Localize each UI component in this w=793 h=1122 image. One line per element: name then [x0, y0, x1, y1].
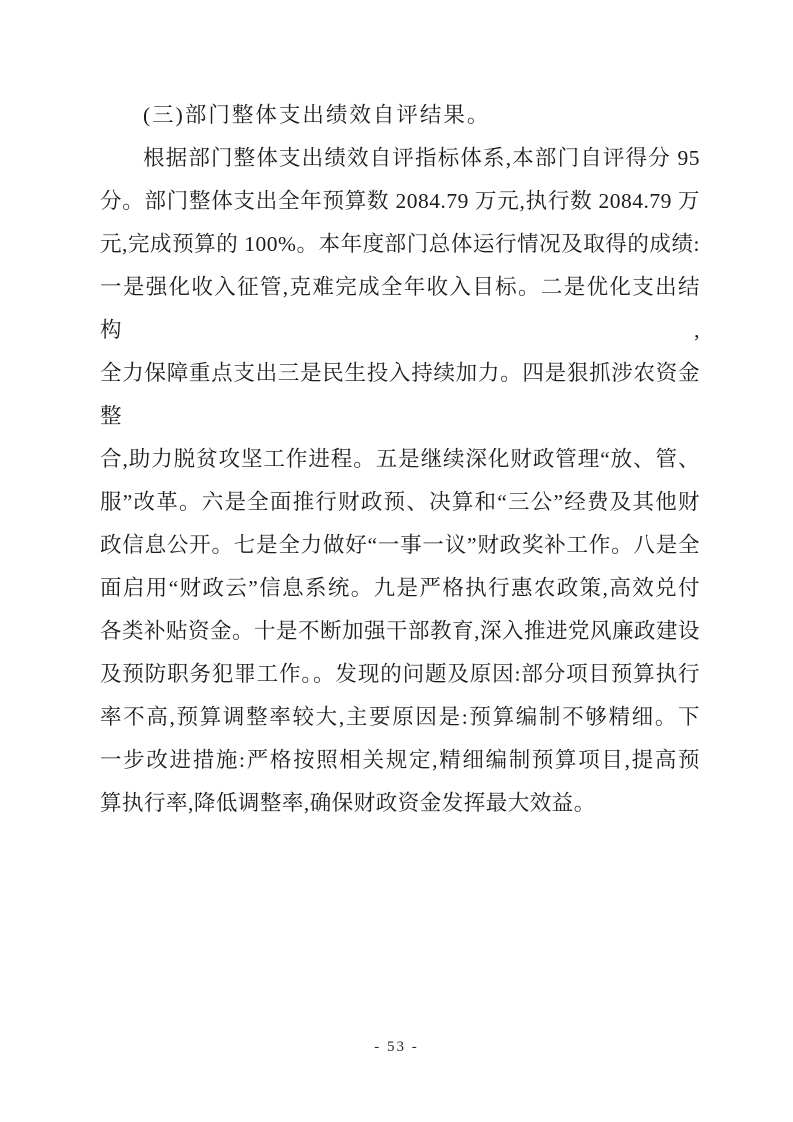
body-line: 元,完成预算的 100%。本年度部门总体运行情况及取得的成绩:	[100, 232, 700, 256]
body-line: 率不高,预算调整率较大,主要原因是:预算编制不够精细。下	[100, 705, 700, 729]
body-line: 面启用“财政云”信息系统。九是严格执行惠农政策,高效兑付	[100, 576, 700, 600]
body-line: 各类补贴资金。十是不断加强干部教育,深入推进党风廉政建设	[100, 619, 700, 643]
body-line: 全力保障重点支出三是民生投入持续加力。四是狠抓涉农资金整	[100, 361, 700, 428]
body-line: 政信息公开。七是全力做好“一事一议”财政奖补工作。八是全	[100, 533, 700, 557]
page-number: - 53 -	[374, 1039, 419, 1055]
body-line: 分。部门整体支出全年预算数 2084.79 万元,执行数 2084.79 万	[100, 189, 700, 213]
body-lines	[100, 137, 700, 825]
body-line: 及预防职务犯罪工作。。发现的问题及原因:部分项目预算执行	[100, 662, 700, 686]
section-heading: (三)部门整体支出绩效自评结果。	[143, 103, 491, 127]
body-line: 一步改进措施:严格按照相关规定,精细编制预算项目,提高预	[100, 748, 700, 772]
body-line: 根据部门整体支出绩效自评指标体系,本部门自评得分 95	[143, 146, 700, 170]
body-line: 服”改革。六是全面推行财政预、决算和“三公”经费及其他财	[100, 490, 700, 514]
body-line: 一是强化收入征管,克难完成全年收入目标。二是优化支出结构,	[100, 275, 700, 342]
text-block	[100, 94, 700, 825]
page-footer	[0, 1036, 793, 1058]
body-line: 合,助力脱贫攻坚工作进程。五是继续深化财政管理“放、管、	[100, 447, 700, 471]
body-line: 算执行率,降低调整率,确保财政资金发挥最大效益。	[100, 791, 596, 815]
